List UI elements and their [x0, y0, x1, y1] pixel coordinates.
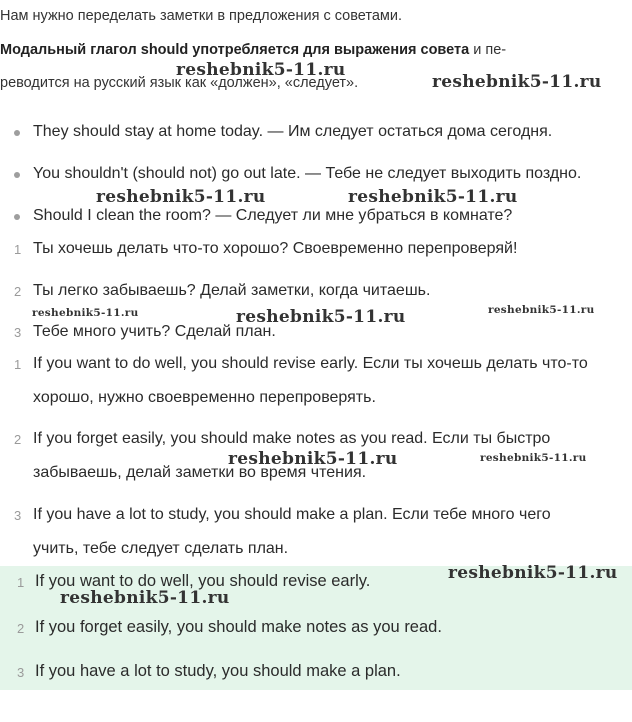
watermark: reshebnik5-11.ru [448, 563, 618, 583]
list-number: 1 [17, 575, 25, 590]
bullet-icon [14, 172, 20, 178]
bullet-icon [14, 130, 20, 136]
watermark: reshebnik5-11.ru [228, 449, 398, 469]
watermark: reshebnik5-11.ru [32, 307, 139, 319]
list-number: 3 [17, 665, 25, 680]
watermark: reshebnik5-11.ru [348, 187, 518, 207]
example-item: You shouldn't (should not) go out late. — Тебе не следует выходить поздно. [33, 165, 582, 182]
watermark: reshebnik5-11.ru [96, 187, 266, 207]
answer-item: If you want to do well, you should revise early. [35, 572, 371, 590]
list-number: 3 [14, 508, 22, 523]
translation-line: If you forget easily, you should make notes as you read. Если ты быстро [33, 430, 551, 447]
watermark: reshebnik5-11.ru [176, 60, 346, 80]
note-item: Тебе много учить? Сделай план. [33, 323, 276, 340]
list-number: 1 [14, 357, 22, 372]
rule-text [0, 40, 506, 60]
intro-text: Нам нужно переделать заметки в предложения с советами. [0, 8, 402, 24]
note-item: Ты легко забываешь? Делай заметки, когда читаешь. [33, 282, 431, 299]
bullet-icon [14, 214, 20, 220]
watermark: reshebnik5-11.ru [60, 588, 230, 608]
example-item: They should stay at home today. — Им следует остаться дома сегодня. [33, 123, 553, 140]
translation-line: забываешь, делай заметки во время чтения. [33, 464, 367, 481]
watermark: reshebnik5-11.ru [432, 72, 602, 92]
watermark: reshebnik5-11.ru [236, 307, 406, 327]
note-item: Ты хочешь делать что-то хорошо? Своевременно перепроверяй! [33, 240, 518, 257]
list-number: 1 [14, 242, 22, 257]
rule-bold-text: Модальный глагол should употребляется для выражения совета [0, 42, 470, 58]
rule-rest-text: и пе- [469, 42, 507, 58]
list-number: 3 [14, 325, 22, 340]
watermark: reshebnik5-11.ru [480, 452, 587, 464]
translation-line: хорошо, нужно своевременно перепроверять. [33, 389, 376, 406]
list-number: 2 [17, 621, 25, 636]
translation-line: If you want to do well, you should revise early. Если ты хочешь делать что-то [33, 355, 588, 372]
list-number: 2 [14, 432, 22, 447]
watermark: reshebnik5-11.ru [488, 304, 595, 316]
translation-line: If you have a lot to study, you should make a plan. Если тебе много чего [33, 506, 551, 523]
example-item: Should I clean the room? — Следует ли мне убраться в комнате? [33, 207, 513, 224]
answer-item: If you forget easily, you should make notes as you read. [35, 618, 442, 636]
list-number: 2 [14, 284, 22, 299]
rule-text-continued: реводится на русский язык как «должен», «следует». [0, 75, 359, 91]
answer-item: If you have a lot to study, you should make a plan. [35, 662, 401, 680]
translation-line: учить, тебе следует сделать план. [33, 540, 289, 557]
